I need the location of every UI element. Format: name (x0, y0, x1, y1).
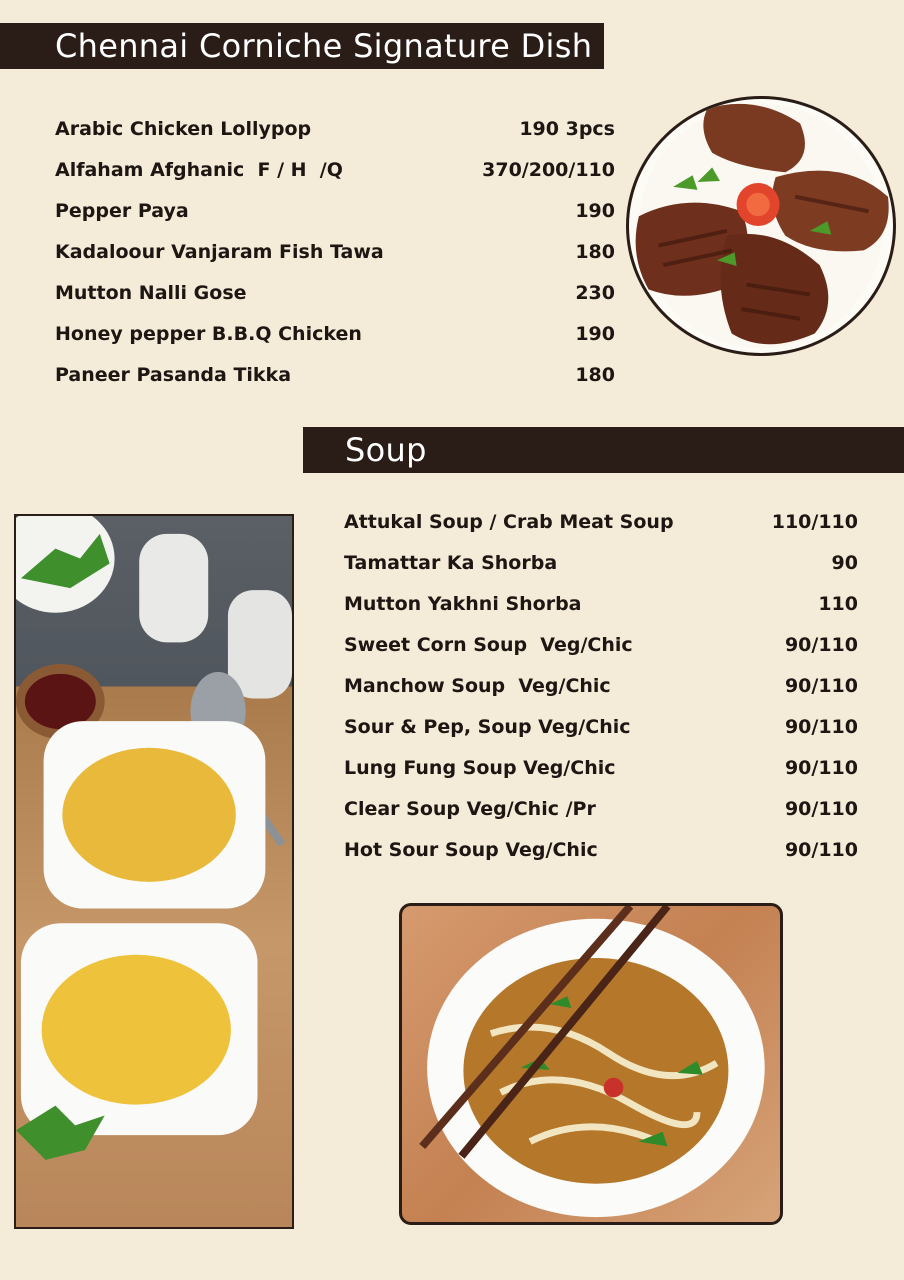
menu-item (55, 108, 615, 149)
signature-dish-list (55, 108, 615, 395)
menu-item (55, 231, 615, 272)
item-price: 90/110 (784, 797, 858, 820)
item-name: Clear Soup Veg/Chic /Pr (344, 797, 596, 820)
item-price: 110 (818, 592, 858, 615)
menu-item (344, 624, 858, 665)
menu-item (55, 190, 615, 231)
item-price: 190 3pcs (519, 117, 615, 140)
menu-item (344, 583, 858, 624)
item-name: Mutton Nalli Gose (55, 281, 247, 304)
item-price: 110/110 (771, 510, 858, 533)
menu-item (344, 829, 858, 870)
item-price: 180 (575, 240, 615, 263)
menu-item (55, 313, 615, 354)
item-price: 370/200/110 (482, 158, 615, 181)
item-name: Attukal Soup / Crab Meat Soup (344, 510, 674, 533)
menu-item (344, 542, 858, 583)
item-price: 180 (575, 363, 615, 386)
item-price: 90/110 (784, 633, 858, 656)
noodle-soup-photo (399, 903, 783, 1225)
item-price: 90/110 (784, 838, 858, 861)
menu-item (55, 272, 615, 313)
menu-item (344, 501, 858, 542)
item-name: Hot Sour Soup Veg/Chic (344, 838, 598, 861)
item-price: 90/110 (784, 756, 858, 779)
item-name: Paneer Pasanda Tikka (55, 363, 292, 386)
signature-dish-banner (0, 23, 604, 69)
grilled-chicken-illustration (629, 99, 893, 353)
soup-list (344, 501, 858, 870)
item-price: 90/110 (784, 674, 858, 697)
item-price: 90/110 (784, 715, 858, 738)
grilled-chicken-photo (626, 96, 896, 356)
item-name: Tamattar Ka Shorba (344, 551, 558, 574)
item-name: Mutton Yakhni Shorba (344, 592, 582, 615)
item-name: Lung Fung Soup Veg/Chic (344, 756, 616, 779)
item-name: Pepper Paya (55, 199, 189, 222)
item-price: 90 (831, 551, 858, 574)
menu-item (55, 354, 615, 395)
dal-soup-illustration (16, 516, 292, 1227)
item-name: Sweet Corn Soup Veg/Chic (344, 633, 633, 656)
dal-soup-photo (14, 514, 294, 1229)
menu-item (344, 788, 858, 829)
item-name: Honey pepper B.B.Q Chicken (55, 322, 362, 345)
menu-item (344, 747, 858, 788)
item-price: 190 (575, 199, 615, 222)
signature-dish-title: Chennai Corniche Signature Dish (55, 27, 593, 65)
menu-item (344, 706, 858, 747)
soup-banner (303, 427, 904, 473)
item-name: Kadaloour Vanjaram Fish Tawa (55, 240, 384, 263)
item-price: 230 (575, 281, 615, 304)
soup-title: Soup (345, 431, 427, 469)
item-name: Sour & Pep, Soup Veg/Chic (344, 715, 631, 738)
item-name: Arabic Chicken Lollypop (55, 117, 312, 140)
item-name: Manchow Soup Veg/Chic (344, 674, 611, 697)
menu-item (55, 149, 615, 190)
noodle-soup-illustration (402, 906, 780, 1222)
item-price: 190 (575, 322, 615, 345)
item-name: Alfaham Afghanic F / H /Q (55, 158, 343, 181)
menu-item (344, 665, 858, 706)
